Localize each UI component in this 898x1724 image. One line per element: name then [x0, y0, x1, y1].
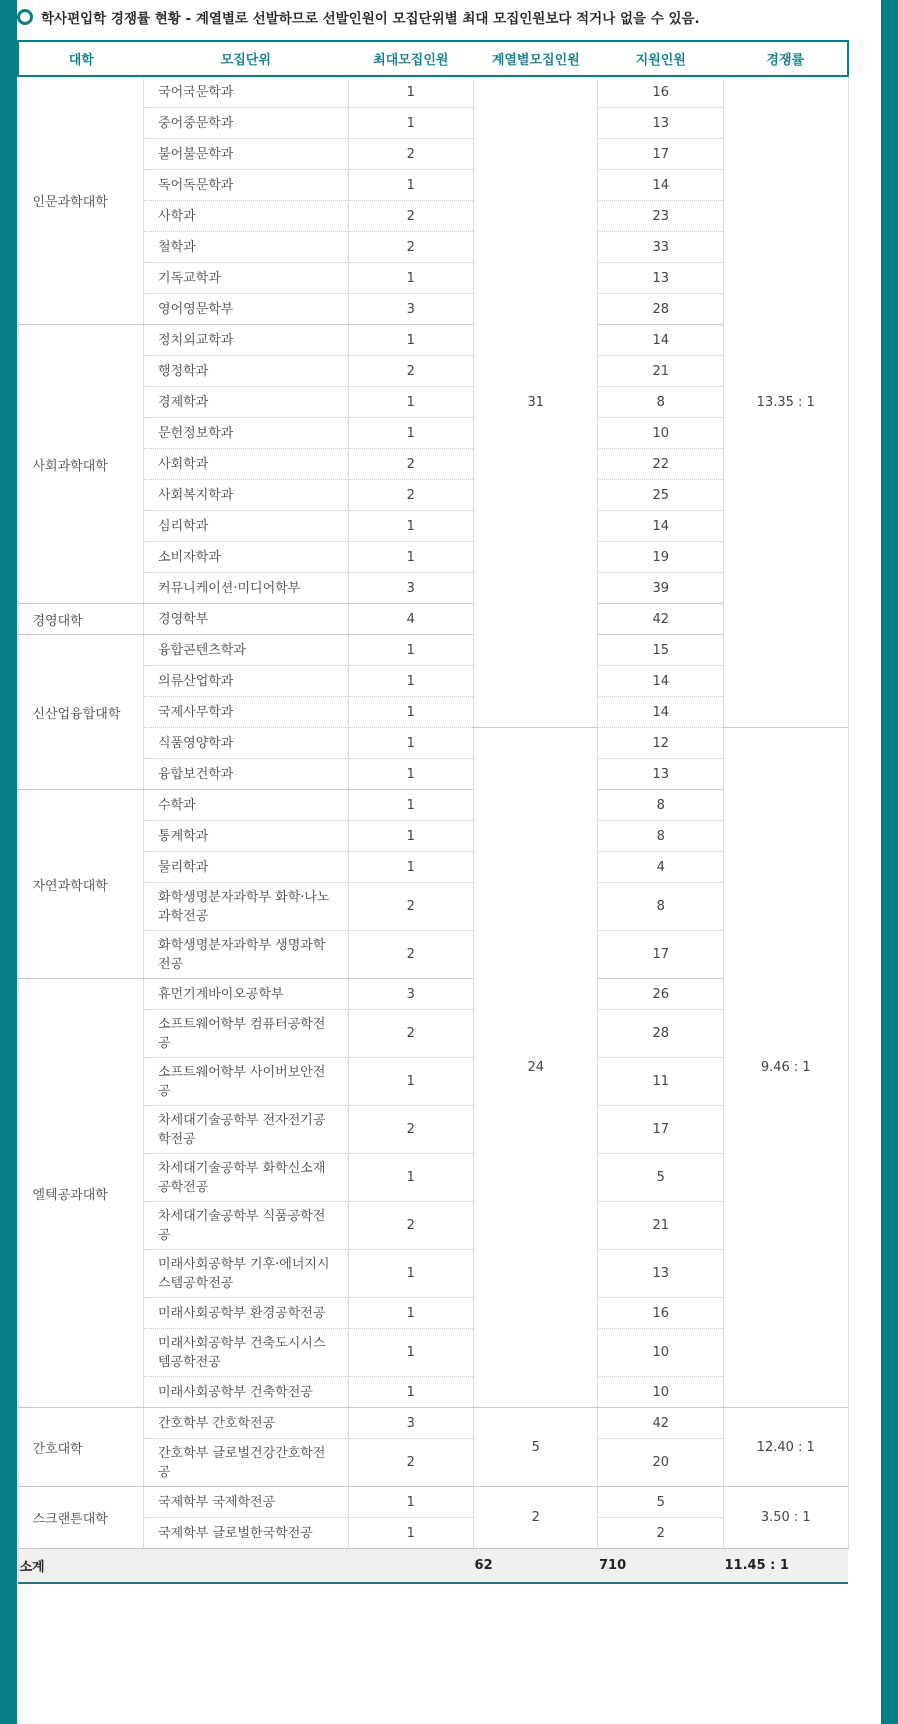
competition-rate-cell: 9.46 : 1 [724, 728, 849, 1408]
max-recruit-cell: 3 [348, 573, 474, 604]
max-recruit-cell: 1 [348, 542, 474, 573]
applicants-cell: 17 [598, 1106, 724, 1154]
group-recruit-cell: 31 [474, 76, 598, 728]
max-recruit-cell: 1 [348, 263, 474, 294]
unit-cell: 문헌정보학과 [144, 418, 349, 449]
unit-cell: 식품영양학과 [144, 728, 349, 759]
unit-cell: 소프트웨어학부 컴퓨터공학전공 [144, 1010, 349, 1058]
max-recruit-cell: 1 [348, 511, 474, 542]
applicants-cell: 25 [598, 480, 724, 511]
unit-cell: 소비자학과 [144, 542, 349, 573]
max-recruit-cell: 1 [348, 728, 474, 759]
applicants-cell: 39 [598, 573, 724, 604]
max-recruit-cell: 1 [348, 170, 474, 201]
unit-cell: 영어영문학부 [144, 294, 349, 325]
max-recruit-cell: 1 [348, 1329, 474, 1377]
applicants-cell: 17 [598, 931, 724, 979]
applicants-cell: 14 [598, 666, 724, 697]
unit-cell: 화학생명분자과학부 화학·나노과학전공 [144, 883, 349, 931]
applicants-cell: 42 [598, 604, 724, 635]
unit-cell: 통계학과 [144, 821, 349, 852]
applicants-cell: 13 [598, 108, 724, 139]
max-recruit-cell: 1 [348, 790, 474, 821]
unit-cell: 중어중문학과 [144, 108, 349, 139]
unit-cell: 차세대기술공학부 화학신소재공학전공 [144, 1154, 349, 1202]
applicants-cell: 10 [598, 1329, 724, 1377]
unit-cell: 미래사회공학부 환경공학전공 [144, 1298, 349, 1329]
competition-rate-cell: 3.50 : 1 [724, 1487, 849, 1549]
unit-cell: 독어독문학과 [144, 170, 349, 201]
left-frame-bar [0, 0, 17, 1724]
header-applicants: 지원인원 [598, 41, 724, 76]
max-recruit-cell: 2 [348, 480, 474, 511]
max-recruit-cell: 2 [348, 449, 474, 480]
unit-cell: 소프트웨어학부 사이버보안전공 [144, 1058, 349, 1106]
college-cell: 자연과학대학 [18, 790, 144, 979]
max-recruit-cell: 1 [348, 387, 474, 418]
group-recruit-cell: 5 [474, 1408, 598, 1487]
unit-cell: 사회복지학과 [144, 480, 349, 511]
unit-cell: 국어국문학과 [144, 76, 349, 108]
max-recruit-cell: 1 [348, 76, 474, 108]
unit-cell: 불어불문학과 [144, 139, 349, 170]
right-frame-bar [881, 0, 898, 1724]
unit-cell: 미래사회공학부 건축학전공 [144, 1377, 349, 1408]
unit-cell: 미래사회공학부 건축도시시스템공학전공 [144, 1329, 349, 1377]
max-recruit-cell: 1 [348, 852, 474, 883]
applicants-cell: 8 [598, 821, 724, 852]
college-cell: 신산업융합대학 [18, 635, 144, 790]
applicants-cell: 4 [598, 852, 724, 883]
max-recruit-cell: 1 [348, 635, 474, 666]
applicants-cell: 11 [598, 1058, 724, 1106]
table-header-row [18, 41, 848, 76]
applicants-cell: 42 [598, 1408, 724, 1439]
unit-cell: 기독교학과 [144, 263, 349, 294]
notice-text: 학사편입학 경쟁률 현황 - 계열별로 선발하므로 선발인원이 모집단위별 최대 모집인원보다 적거나 없을 수 있음. [41, 11, 700, 27]
unit-cell: 차세대기술공학부 식품공학전공 [144, 1202, 349, 1250]
unit-cell: 커뮤니케이션·미디어학부 [144, 573, 349, 604]
applicants-cell: 28 [598, 1010, 724, 1058]
applicants-cell: 14 [598, 511, 724, 542]
applicants-cell: 28 [598, 294, 724, 325]
header-college: 대학 [18, 41, 144, 76]
unit-cell: 경제학과 [144, 387, 349, 418]
max-recruit-cell: 1 [348, 666, 474, 697]
circle-bullet-icon [17, 9, 33, 25]
applicants-cell: 16 [598, 76, 724, 108]
applicants-cell: 13 [598, 1250, 724, 1298]
college-cell: 경영대학 [18, 604, 144, 635]
applicants-cell: 33 [598, 232, 724, 263]
applicants-cell: 14 [598, 697, 724, 728]
table-row [18, 1487, 848, 1518]
unit-cell: 의류산업학과 [144, 666, 349, 697]
header-group-recruit: 계열별모집인원 [474, 41, 598, 76]
max-recruit-cell: 2 [348, 1010, 474, 1058]
group-recruit-cell: 2 [474, 1487, 598, 1549]
competition-rate-table [17, 40, 849, 1584]
max-recruit-cell: 2 [348, 1202, 474, 1250]
max-recruit-cell: 1 [348, 325, 474, 356]
table-row [18, 76, 848, 108]
group-recruit-cell: 24 [474, 728, 598, 1408]
notice-line [17, 6, 700, 28]
college-cell: 간호대학 [18, 1408, 144, 1487]
max-recruit-cell: 2 [348, 139, 474, 170]
max-recruit-cell: 1 [348, 1298, 474, 1329]
applicants-cell: 19 [598, 542, 724, 573]
unit-cell: 행정학과 [144, 356, 349, 387]
applicants-cell: 17 [598, 139, 724, 170]
max-recruit-cell: 1 [348, 759, 474, 790]
college-cell: 엘텍공과대학 [18, 979, 144, 1408]
header-unit: 모집단위 [144, 41, 349, 76]
max-recruit-cell: 1 [348, 1518, 474, 1549]
unit-cell: 간호학부 글로벌건강간호학전공 [144, 1439, 349, 1487]
max-recruit-cell: 1 [348, 1250, 474, 1298]
applicants-cell: 10 [598, 418, 724, 449]
max-recruit-cell: 2 [348, 931, 474, 979]
total-label: 소계 [18, 1549, 348, 1584]
max-recruit-cell: 2 [348, 356, 474, 387]
max-recruit-cell: 2 [348, 1439, 474, 1487]
max-recruit-cell: 1 [348, 821, 474, 852]
max-recruit-cell: 3 [348, 1408, 474, 1439]
unit-cell: 철학과 [144, 232, 349, 263]
max-recruit-cell: 3 [348, 294, 474, 325]
unit-cell: 간호학부 간호학전공 [144, 1408, 349, 1439]
max-recruit-cell: 2 [348, 883, 474, 931]
applicants-cell: 8 [598, 883, 724, 931]
applicants-cell: 13 [598, 759, 724, 790]
max-recruit-cell: 1 [348, 418, 474, 449]
max-recruit-cell: 1 [348, 1377, 474, 1408]
unit-cell: 융합보건학과 [144, 759, 349, 790]
applicants-cell: 8 [598, 790, 724, 821]
applicants-cell: 15 [598, 635, 724, 666]
applicants-cell: 26 [598, 979, 724, 1010]
unit-cell: 미래사회공학부 기후·에너지시스템공학전공 [144, 1250, 349, 1298]
college-cell: 인문과학대학 [18, 76, 144, 325]
applicants-cell: 10 [598, 1377, 724, 1408]
max-recruit-cell: 2 [348, 232, 474, 263]
unit-cell: 수학과 [144, 790, 349, 821]
unit-cell: 사회학과 [144, 449, 349, 480]
applicants-cell: 20 [598, 1439, 724, 1487]
college-cell: 스크랜튼대학 [18, 1487, 144, 1549]
unit-cell: 융합콘텐츠학과 [144, 635, 349, 666]
applicants-cell: 16 [598, 1298, 724, 1329]
applicants-cell: 2 [598, 1518, 724, 1549]
applicants-cell: 14 [598, 170, 724, 201]
max-recruit-cell: 2 [348, 1106, 474, 1154]
applicants-cell: 21 [598, 356, 724, 387]
header-competition-rate: 경쟁률 [724, 41, 849, 76]
max-recruit-cell: 2 [348, 201, 474, 232]
competition-rate-cell: 13.35 : 1 [724, 76, 849, 728]
unit-cell: 국제학부 국제학전공 [144, 1487, 349, 1518]
table-row [18, 1408, 848, 1439]
unit-cell: 사학과 [144, 201, 349, 232]
unit-cell: 국제사무학과 [144, 697, 349, 728]
total-max-empty [348, 1549, 474, 1584]
applicants-cell: 12 [598, 728, 724, 759]
max-recruit-cell: 1 [348, 108, 474, 139]
unit-cell: 심리학과 [144, 511, 349, 542]
header-max-recruit: 최대모집인원 [348, 41, 474, 76]
competition-rate-cell: 12.40 : 1 [724, 1408, 849, 1487]
max-recruit-cell: 3 [348, 979, 474, 1010]
total-recruit: 62 [474, 1549, 598, 1584]
unit-cell: 물리학과 [144, 852, 349, 883]
applicants-cell: 23 [598, 201, 724, 232]
applicants-cell: 14 [598, 325, 724, 356]
unit-cell: 차세대기술공학부 전자전기공학전공 [144, 1106, 349, 1154]
unit-cell: 화학생명분자과학부 생명과학전공 [144, 931, 349, 979]
max-recruit-cell: 4 [348, 604, 474, 635]
applicants-cell: 5 [598, 1154, 724, 1202]
max-recruit-cell: 1 [348, 697, 474, 728]
college-cell: 사회과학대학 [18, 325, 144, 604]
unit-cell: 정치외교학과 [144, 325, 349, 356]
total-applicants: 710 [598, 1549, 724, 1584]
applicants-cell: 21 [598, 1202, 724, 1250]
total-rate: 11.45 : 1 [724, 1549, 849, 1584]
applicants-cell: 13 [598, 263, 724, 294]
total-row [18, 1549, 848, 1584]
max-recruit-cell: 1 [348, 1154, 474, 1202]
unit-cell: 국제학부 글로벌한국학전공 [144, 1518, 349, 1549]
unit-cell: 휴먼기계바이오공학부 [144, 979, 349, 1010]
applicants-cell: 5 [598, 1487, 724, 1518]
max-recruit-cell: 1 [348, 1058, 474, 1106]
unit-cell: 경영학부 [144, 604, 349, 635]
max-recruit-cell: 1 [348, 1487, 474, 1518]
applicants-cell: 22 [598, 449, 724, 480]
applicants-cell: 8 [598, 387, 724, 418]
